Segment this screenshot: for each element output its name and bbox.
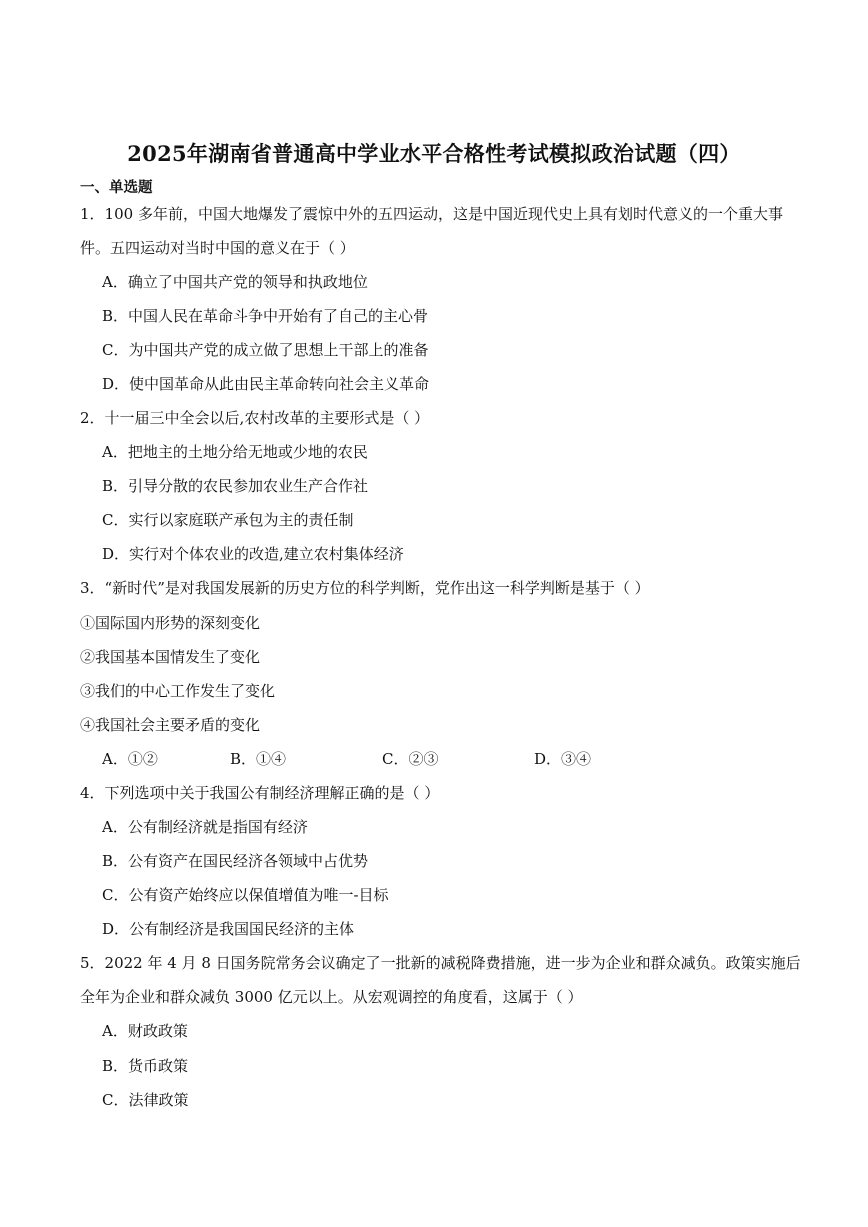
q3-option-b: B．①④ [230,750,287,768]
q1-stem-line1: 1．100 多年前，中国大地爆发了震惊中外的五四运动，这是中国近现代史上具有划时代意义的一个重大事 [80,205,783,223]
q3-item-3: ③我们的中心工作发生了变化 [80,682,276,700]
q5-stem-line2: 全年为企业和群众减负 3000 亿元以上。从宏观调控的角度看，这属于（ ） [80,988,583,1006]
q4-option-a: A．公有制经济就是指国有经济 [102,818,308,836]
exam-title: 2025年湖南省普通高中学业水平合格性考试模拟政治试题（四） [127,141,741,166]
q1-option-c: C．为中国共产党的成立做了思想上干部上的准备 [102,341,429,359]
q5-stem-line1: 5．2022 年 4 月 8 日国务院常务会议确定了一批新的减税降费措施，进一步为企业和群众减负。政策实施后 [80,954,801,972]
q3-option-d: D．③④ [534,750,592,768]
q4-stem: 4．下列选项中关于我国公有制经济理解正确的是（ ） [80,784,440,802]
q5-option-b: B．货币政策 [102,1057,189,1075]
q2-option-b: B．引导分散的农民参加农业生产合作社 [102,477,369,495]
q2-stem: 2．十一届三中全会以后,农村改革的主要形式是（ ） [80,409,430,427]
q4-option-c: C．公有资产始终应以保值增值为唯一-目标 [102,886,389,904]
q2-option-a: A．把地主的土地分给无地或少地的农民 [102,443,368,461]
q3-stem: 3．“新时代”是对我国发展新的历史方位的科学判断，党作出这一科学判断是基于（ ） [80,579,650,597]
q5-option-a: A．财政政策 [102,1022,188,1040]
q1-option-b: B．中国人民在革命斗争中开始有了自己的主心骨 [102,307,429,325]
q1-stem-line2: 件。五四运动对当时中国的意义在于（ ） [80,239,355,257]
q1-option-a: A．确立了中国共产党的领导和执政地位 [102,273,368,291]
q3-item-1: ①国际国内形势的深刻变化 [80,614,261,632]
q3-option-c: C．②③ [382,750,439,768]
q3-item-4: ④我国社会主要矛盾的变化 [80,716,261,734]
q3-item-2: ②我国基本国情发生了变化 [80,648,261,666]
q2-option-d: D．实行对个体农业的改造,建立农村集体经济 [102,545,404,563]
q1-option-d: D．使中国革命从此由民主革命转向社会主义革命 [102,375,430,393]
q3-option-a: A．①② [102,750,158,768]
q4-option-d: D．公有制经济是我国国民经济的主体 [102,920,355,938]
q2-option-c: C．实行以家庭联产承包为主的责任制 [102,511,354,529]
q4-option-b: B．公有资产在国民经济各领域中占优势 [102,852,369,870]
q5-option-c: C．法律政策 [102,1091,189,1109]
section-heading: 一、单选题 [80,179,153,196]
